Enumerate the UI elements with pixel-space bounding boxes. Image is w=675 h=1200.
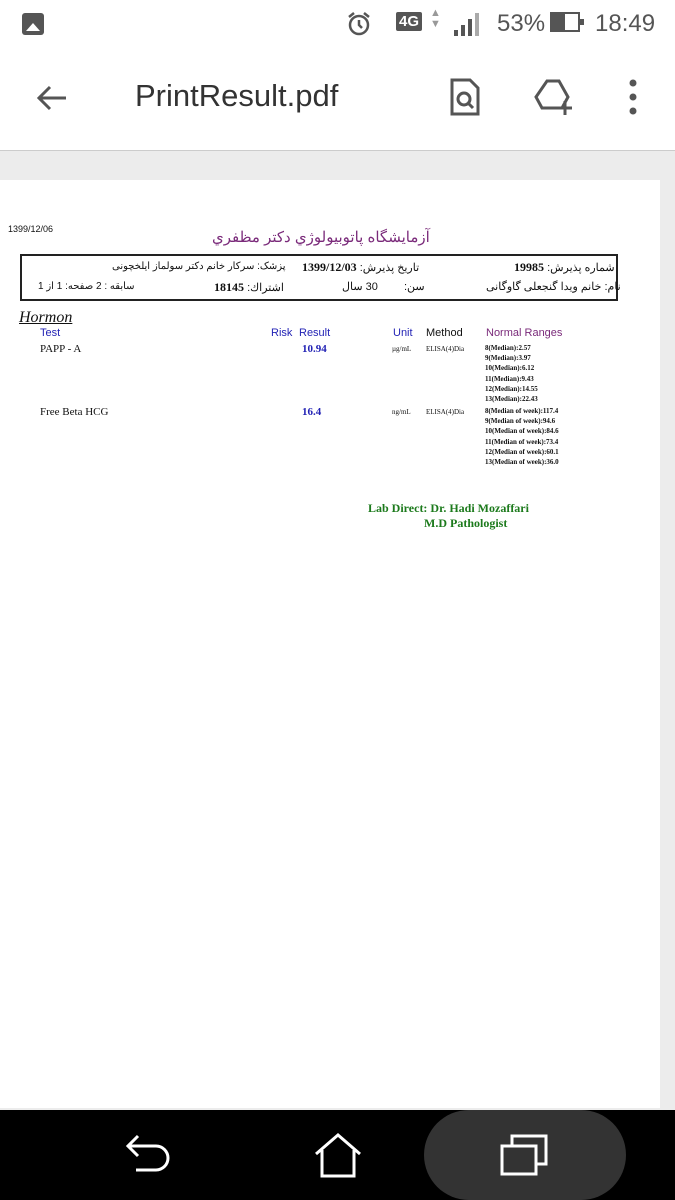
- subscription-value: 18145: [214, 280, 244, 294]
- test-unit: ng/mL: [392, 408, 411, 416]
- alarm-icon: [345, 10, 373, 38]
- pdf-page[interactable]: [0, 180, 660, 1108]
- home-nav-icon[interactable]: [312, 1132, 364, 1180]
- recents-nav-icon[interactable]: [500, 1132, 550, 1178]
- range-item: 13(Median of week):36.0: [485, 458, 559, 467]
- range-item: 10(Median):6.12: [485, 364, 535, 373]
- range-item: 8(Median):2.57: [485, 344, 531, 352]
- range-item: 10(Median of week):84.6: [485, 427, 559, 436]
- patient-name: نام: خانم ويدا گنجعلی گاوگانی: [486, 281, 621, 293]
- test-unit: µg/mL: [392, 345, 412, 353]
- test-method: ELISA(4)Dia: [426, 345, 465, 353]
- navigation-bar: [0, 1110, 675, 1200]
- range-item: 11(Median):9.43: [485, 374, 534, 383]
- admission-date-label: تاريخ پذيرش:: [359, 262, 420, 274]
- back-nav-icon[interactable]: [124, 1132, 174, 1178]
- section-title: Hormon: [19, 309, 73, 326]
- subscription: [214, 280, 284, 295]
- more-options-icon[interactable]: [627, 78, 639, 116]
- admission-date-value: 1399/12/03: [302, 260, 357, 274]
- test-result: 10.94: [302, 343, 327, 355]
- normal-ranges-list: [485, 343, 538, 404]
- gallery-notification-icon: [22, 13, 44, 35]
- pathologist-title: M.D Pathologist: [424, 516, 508, 530]
- range-item: 11(Median of week):73.4: [485, 437, 559, 446]
- clock: 18:49: [595, 10, 656, 37]
- col-risk: Risk: [271, 327, 293, 339]
- subscription-label: اشتراك:: [247, 282, 284, 294]
- page-history: سابقه : 2 صفحه: 1 از 1: [38, 281, 135, 292]
- signal-icon: [452, 12, 486, 36]
- col-result: Result: [299, 327, 331, 339]
- admission-number-value: 19985: [514, 260, 544, 274]
- col-normal-ranges: Normal Ranges: [486, 327, 563, 339]
- col-unit: Unit: [393, 327, 413, 339]
- data-activity-icon: ▲ ▼: [430, 7, 441, 30]
- col-test: Test: [40, 327, 61, 339]
- normal-ranges-list: [485, 406, 559, 467]
- age-value: 30 سال: [342, 281, 378, 293]
- test-name: Free Beta HCG: [40, 406, 109, 418]
- admission-number-label: شماره پذیرش:: [547, 262, 615, 274]
- document-title: PrintResult.pdf: [135, 78, 339, 113]
- test-result: 16.4: [302, 406, 322, 418]
- age-label: سن:: [404, 281, 425, 293]
- lab-director: Lab Direct: Dr. Hadi Mozaffari: [368, 501, 529, 515]
- find-in-page-icon[interactable]: [448, 78, 482, 116]
- app-bar: [0, 48, 675, 151]
- range-item: 8(Median of week):117.4: [485, 407, 559, 415]
- col-method: Method: [426, 327, 463, 339]
- range-item: 9(Median):3.97: [485, 354, 531, 363]
- back-arrow-icon[interactable]: [34, 80, 70, 116]
- test-method: ELISA(4)Dia: [426, 408, 465, 416]
- network-type: 4G: [396, 12, 422, 31]
- lab-name: آزمايشگاه پاتوبيولوژي دكتر مظفري: [212, 229, 430, 246]
- add-to-drive-icon[interactable]: [534, 78, 576, 116]
- range-item: 12(Median of week):60.1: [485, 447, 559, 456]
- admission-number: [514, 260, 615, 275]
- battery-icon: [550, 12, 580, 32]
- doctor-name: پزشک: سرکار خانم دکتر سولماز ایلخچونی: [112, 261, 286, 272]
- range-item: 13(Median):22.43: [485, 395, 538, 404]
- status-bar: [0, 0, 675, 48]
- admission-date: [302, 260, 419, 275]
- range-item: 12(Median):14.55: [485, 384, 538, 393]
- range-item: 9(Median of week):94.6: [485, 417, 556, 426]
- report-date: 1399/12/06: [8, 224, 54, 234]
- test-name: PAPP - A: [40, 343, 82, 355]
- patient-age: [342, 280, 425, 293]
- battery-percent: 53%: [497, 10, 546, 37]
